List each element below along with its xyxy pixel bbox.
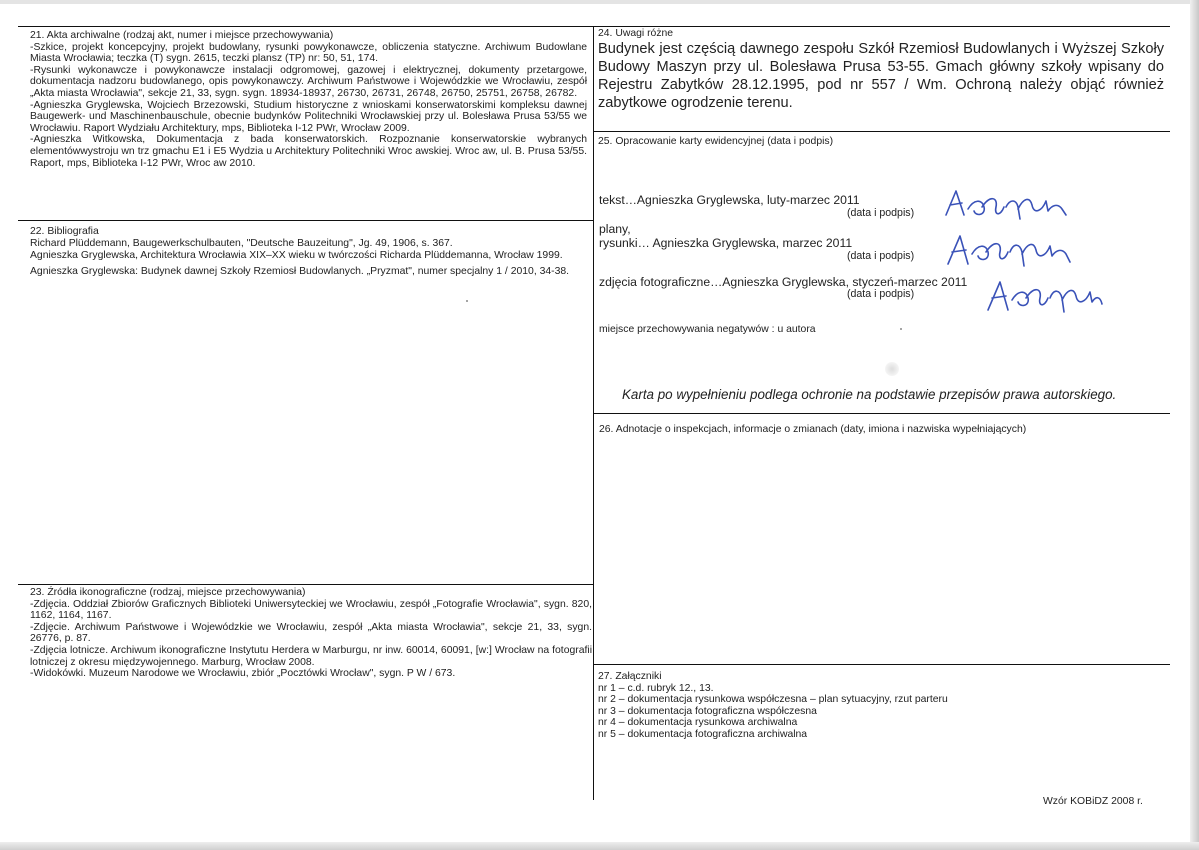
photos-author-line: zdjęcia fotograficzne…Agnieszka Gryglewska, styczeń-marzec 2011 — [599, 275, 968, 289]
scan-edge-right — [1190, 0, 1199, 850]
scan-edge-bottom — [0, 842, 1199, 850]
section-22-entry: Richard Plüddemann, Baugewerkschulbauten, "Deutsche Bauzeitung", Jg. 49, 1906, s. 367. — [30, 237, 453, 249]
attachment-item: nr 1 – c.d. rubryk 12., 13. — [598, 682, 714, 694]
attachment-item: nr 3 – dokumentacja fotograficzna współczesna — [598, 705, 817, 717]
section-21-entry: -Szkice, projekt koncepcyjny, projekt budowlany, rysunki powykonawcze, obliczenia statyczne. Archiwum Budowlane Miasta Wrocławia; teczka (T) sygn. 2615, teczki plansz (TP) nr: 50, 51, 174. — [30, 41, 587, 65]
section-23-entry: -Zdjęcia. Oddział Zbiorów Graficznych Biblioteki Uniwersyteckiej we Wrocławiu, zespół „Fotografie Wrocławia", sygn. 820, 1162, 1164, 1167. — [30, 598, 592, 622]
scan-edge-top — [0, 0, 1199, 4]
date-signature-caption: (data i podpis) — [847, 250, 915, 262]
attachment-item: nr 2 – dokumentacja rysunkowa współczesna – plan sytuacyjny, rzut parteru — [598, 694, 948, 706]
scan-speck — [900, 328, 902, 330]
rule-21-22 — [18, 220, 593, 221]
section-22-entry: Agnieszka Gryglewska, Architektura Wrocławia XIX–XX wieku w twórczości Richarda Plüddemanna, Wrocław 1999. — [30, 250, 563, 262]
section-23-entry: -Widokówki. Muzeum Narodowe we Wrocławiu, zbiór „Pocztówki Wrocław", sygn. P W / 673. — [30, 668, 456, 680]
rule-22-23 — [18, 584, 593, 585]
section-22-label: 22. Bibliografia — [30, 226, 99, 237]
section-27-label: 27. Załączniki — [598, 671, 662, 682]
date-signature-caption: (data i podpis) — [847, 288, 915, 300]
section-23-entry: -Zdjęcia lotnicze. Archiwum ikonograficzne Instytutu Herdera w Marburgu, nr inw. 60014, 60091, [w:] Wrocław na fotografii lotniczej z okresu międzywojennego. Marburg, Wrocław 2008. — [30, 644, 592, 668]
section-23-label: 23. Źródła ikonograficzne (rodzaj, miejsce przechowywania) — [30, 587, 306, 598]
attachment-item: nr 5 – dokumentacja fotograficzna archiwalna — [598, 728, 808, 740]
section-27-zalaczniki — [598, 671, 1138, 741]
form-template-note: Wzór KOBiDZ 2008 r. — [1043, 796, 1143, 807]
section-24-uwagi-text: Budynek jest częścią dawnego zespołu Szkół Rzemiosł Budowlanych i Wyższej Szkoły Budowy Maszyn przy ul. Bolesława Prusa 53-55. Gmach główny szkoły wpisany do Rejestru Zabytków 28.12.1995, pod nr 557 / Wm. Ochroną należy objąć również zabytkowe ogrodzenie terenu. — [598, 41, 1164, 111]
section-22-entry: Agnieszka Gryglewska: Budynek dawnej Szkoły Rzemiosł Budowlanych. „Pryzmat", numer specjalny 1 / 2010, 34-38. — [30, 265, 570, 277]
plans-line: plany, — [599, 222, 631, 236]
rule-26-27 — [593, 664, 1170, 665]
text-author-line: tekst…Agnieszka Gryglewska, luty-marzec 2011 — [599, 193, 860, 207]
negatives-storage: miejsce przechowywania negatywów : u autora — [599, 324, 816, 335]
section-24-label: 24. Uwagi różne — [598, 28, 674, 39]
rule-25-26 — [593, 413, 1170, 414]
copyright-notice: Karta po wypełnieniu podlega ochronie na podstawie przepisów prawa autorskiego. — [622, 387, 1117, 402]
signature-drawings — [940, 230, 1080, 270]
section-21-akta — [30, 30, 587, 169]
scan-speck — [885, 362, 899, 376]
signature-text — [938, 185, 1078, 225]
section-23-zrodla — [30, 587, 592, 680]
section-21-entry: -Agnieszka Gryglewska, Wojciech Brzezowski, Studium historyczne z wnioskami konserwatorskimi kompleksu dawnej Baugewerk- und Maschinenbauschule, obecnie budynków Politechniki Wrocławskiej przy ul. Bolesława Prusa 53/55 we Wrocławiu. Raport Wydziału Architektury, mps, Biblioteka I-12 PWr, Wrocław 2009. — [30, 99, 587, 134]
signature-photos — [982, 276, 1112, 316]
section-25-label: 25. Opracowanie karty ewidencyjnej (data i podpis) — [598, 136, 834, 147]
date-signature-caption: (data i podpis) — [847, 207, 915, 219]
scan-speck — [466, 300, 468, 302]
top-rule — [18, 26, 1170, 27]
section-21-label: 21. Akta archiwalne (rodzaj akt, numer i miejsce przechowywania) — [30, 30, 334, 41]
section-21-entry: -Agnieszka Witkowska, Dokumentacja z bada konserwatorskich. Rozpoznanie konserwatorskie wybranych elementówwystroju wn trz gmachu E1 i E5 Wydzia u Architektury Politechniki Wroc awskiej. Wroc aw, ul. B. Prusa 53/55. Raport, mps, Biblioteka I-12 PWr, Wroc aw 2010. — [30, 134, 587, 169]
section-26-label: 26. Adnotacje o inspekcjach, informacje o zmianach (daty, imiona i nazwiska wypełniających) — [599, 424, 1027, 435]
attachment-item: nr 4 – dokumentacja rysunkowa archiwalna — [598, 717, 798, 729]
section-21-entry: -Rysunki wykonawcze i powykonawcze instalacji odgromowej, gazowej i elektrycznej, dokumenty przetargowe, dokumentacja nadzoru budowlanego, opis powykonawczy. Archiwum Państwowe i Wojewódzkie we Wrocławiu, zespół „Akta miasta Wrocławia", sekcje 21, 33, sygn. sygn. 18934-18937, 26730, 26731, 26748, 26750, 25751, 26758, 26782. — [30, 64, 587, 99]
section-22-bibliografia — [30, 226, 572, 277]
rule-24-25 — [593, 131, 1170, 132]
section-23-entry: -Zdjęcie. Archiwum Państwowe i Wojewódzkie we Wrocławiu, zespół „Akta miasta Wrocławia", sekcje 21, 33, sygn. 26776, p. 87. — [30, 621, 592, 645]
drawings-author-line: rysunki… Agnieszka Gryglewska, marzec 2011 — [599, 236, 853, 250]
